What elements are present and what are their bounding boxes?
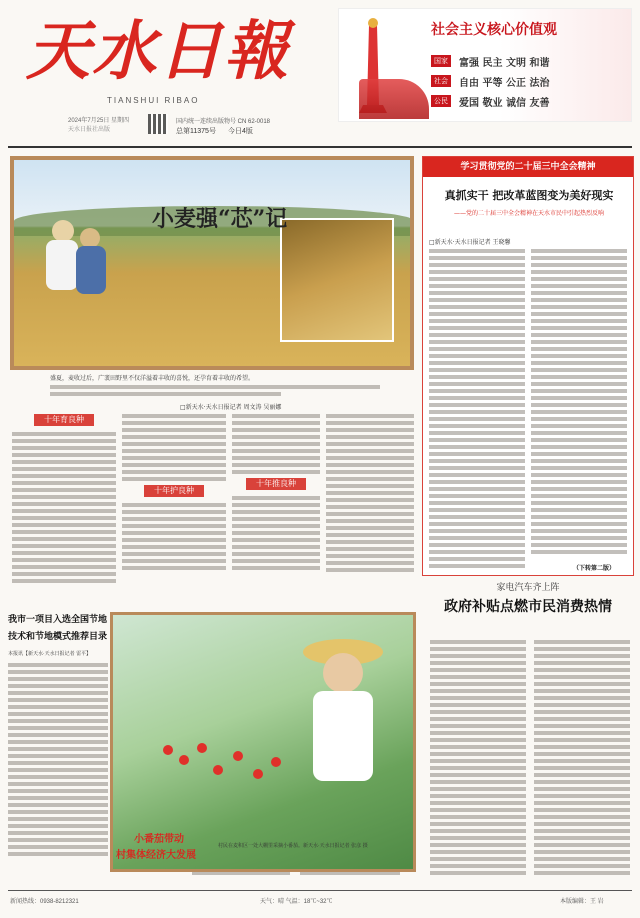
plenum-story xyxy=(422,156,634,576)
plenum-byline: □新天水·天水日报记者 王晓馨 xyxy=(429,239,511,246)
land-headline-line-1: 我市一项目入选全国节地 xyxy=(8,615,108,625)
lead-col-2 xyxy=(122,414,226,600)
lead-headline: 小麦强“芯”记 xyxy=(152,206,288,232)
plenum-continued: （下转第二版） xyxy=(573,565,616,572)
subhead-2: 十年护良种 xyxy=(144,485,204,497)
values-row xyxy=(431,91,627,111)
values-row xyxy=(431,51,627,71)
lead-story xyxy=(8,152,416,602)
subsidy-col-3 xyxy=(430,640,526,880)
tomato-caption: 村民在麦积区一处大棚里采摘小番茄。新天水·天水日报记者 张彦 摄 xyxy=(218,843,368,849)
core-values-title: 社会主义核心价值观 xyxy=(431,22,557,38)
masthead-rule xyxy=(8,146,632,148)
lead-col-4 xyxy=(326,414,414,600)
subhead-1: 十年育良种 xyxy=(34,414,94,426)
subsidy-kicker: 家电汽车齐上阵 xyxy=(496,583,560,593)
masthead-title: 天水日報 xyxy=(26,14,290,89)
values-tag: 国家 xyxy=(431,55,451,67)
land-body xyxy=(8,663,108,863)
values-tag: 公民 xyxy=(431,95,451,107)
tomato-cluster xyxy=(153,735,293,815)
plenum-col-2 xyxy=(531,249,627,559)
farmers-graphic xyxy=(44,220,114,310)
masthead-pinyin: TIANSHUI RIBAO xyxy=(107,96,200,105)
core-values-banner xyxy=(338,8,632,122)
plenum-subtitle: ——党的二十届三中全会精神在天水市民中引起热烈反响 xyxy=(453,210,604,217)
subhead-3: 十年推良种 xyxy=(246,478,306,490)
issue-info: 国内统一连续出版物号 CN 62-0018 xyxy=(176,119,271,125)
footer-right: 本版编辑：王 岩 xyxy=(560,899,604,905)
values-row xyxy=(431,71,627,91)
lead-byline: □新天水·天水日报记者 周文涛 吴丽娜 xyxy=(180,404,282,411)
values-text: 自由 平等 公正 法治 xyxy=(459,77,550,89)
tomato-title-line-1: 小番茄带动 xyxy=(134,834,184,845)
plenum-headline: 真抓实干 把改革蓝图变为美好现实 xyxy=(444,189,614,202)
core-values-rows xyxy=(431,51,627,111)
subsidy-col-4 xyxy=(534,640,630,880)
lead-col-3 xyxy=(232,414,320,600)
land-byline: 本报讯【新天水·天水日报记者 雷平】 xyxy=(8,651,92,657)
wheat-inset-photo xyxy=(280,218,394,342)
caption-lines xyxy=(50,385,380,399)
pages-count: 今日4版 xyxy=(228,128,253,135)
issue-number: 总第11375号 xyxy=(176,128,216,135)
values-text: 富强 民主 文明 和谐 xyxy=(459,57,550,69)
land-story xyxy=(8,612,108,882)
plenum-col-1 xyxy=(429,249,525,569)
footer-left: 新闻热线：0938-8212321 xyxy=(10,899,79,905)
subsidy-headline: 政府补贴点燃市民消费热情 xyxy=(444,599,612,615)
flag-graphic xyxy=(359,79,429,119)
tomato-title-line-2: 村集体经济大发展 xyxy=(116,850,196,861)
lead-col-1 xyxy=(12,414,116,600)
footer-center: 天气：晴 气温：18℃~32℃ xyxy=(260,899,333,905)
footer-rule xyxy=(8,890,632,891)
farmer-figure xyxy=(299,639,389,789)
date-line: 2024年7月25日 星期四 xyxy=(68,118,130,124)
lead-photo xyxy=(10,156,414,370)
qr-code xyxy=(148,114,168,134)
publisher: 天水日报社出版 xyxy=(68,127,111,133)
plenum-section-title: 学习贯彻党的二十届三中全会精神 xyxy=(423,157,633,177)
lead-photo-caption: 盛夏，麦收过后，广袤田野里不仅洋溢着丰收的喜悦，还孕育着丰收的希望。 xyxy=(50,375,255,382)
values-tag: 社会 xyxy=(431,75,451,87)
masthead xyxy=(0,0,640,150)
land-headline-line-2: 技术和节地模式推荐目录 xyxy=(8,632,108,642)
values-text: 爱国 敬业 诚信 友善 xyxy=(459,97,550,109)
